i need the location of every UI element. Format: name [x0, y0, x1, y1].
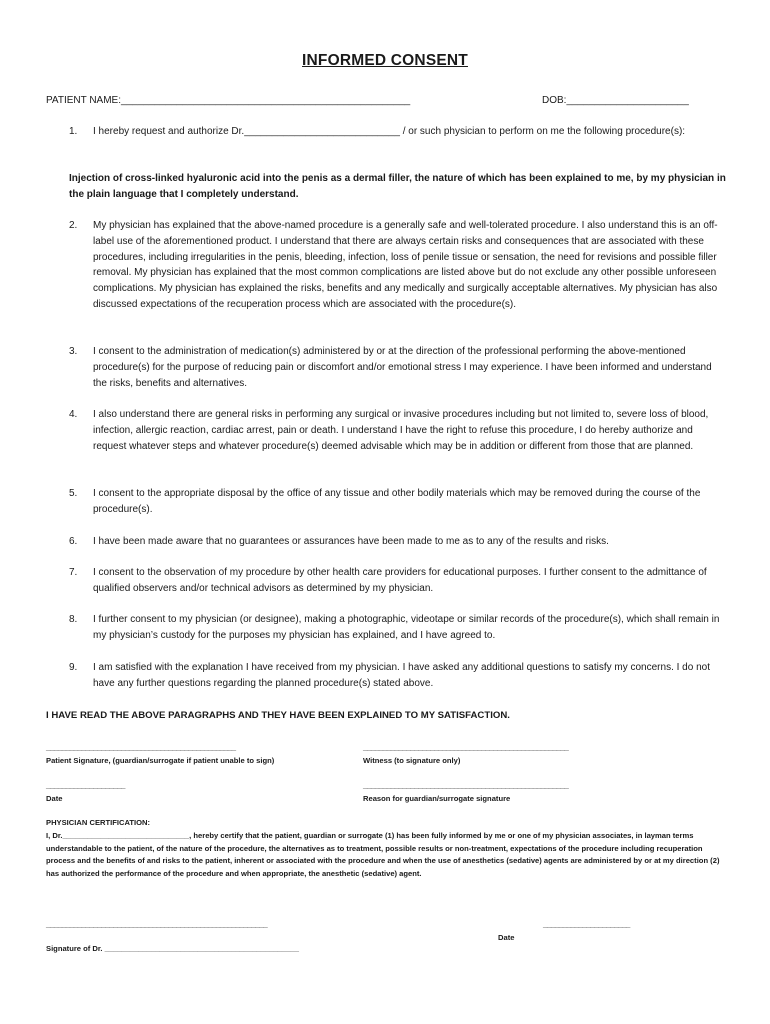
item-1-text: I hereby request and authorize Dr.____________________________ / or such physician to perform on me the following procedure(s):	[93, 126, 686, 137]
certification-text: I, Dr.______________________________, hereby certify that the patient, guardian or surrogate (1) has been fully informed by me or one of my physician associates, in layman terms understandable to the patient, of the nature of the procedure, the alternatives as to treatment, possible results or non-treatment, expectations of the procedure including recuperation process and the benefits of and risks to the patient, inherent or associated with the procedure and when the use of anesthetics (sedative) agents are administered by or at my direction (2) has authorized the performance of the procedure and when appropriate, the anesthetic (sedative) agent.	[46, 831, 720, 878]
item-2-text: My physician has explained that the above-named procedure is a generally safe and well-tolerated procedure. I also understand this is an off-label use of the aforementioned product. I understand that there are always certain risks and consequences that are associated with these procedures, including irregularities in the penis, bleeding, infection, loss of penile tissue or sensation, the need for revisions and possible filler removal. My physician has explained that the most common complications are listed above but do not exclude any other possible unforeseen complications. My physician has explained the risks, benefits and any medically and surgically acceptable alternatives. My physician has also discussed expectations of the recuperation process which are associated with the procedure(s).	[93, 220, 718, 310]
item-1-number: 1.	[69, 126, 78, 137]
certification-heading: PHYSICIAN CERTIFICATION:	[46, 818, 151, 827]
item-8-number: 8.	[69, 614, 78, 625]
item-9-text: I am satisfied with the explanation I have received from my physician. I have asked any additional questions to satisfy my concerns. I do not have any further questions regarding the planned procedure(s) stated above.	[93, 662, 710, 689]
procedure-description: Injection of cross-linked hyaluronic acid into the penis as a dermal filler, the nature of which has been explained to me, by my physician in the plain language that I completely understand.	[69, 173, 726, 200]
physician-date-line[interactable]: ______________________	[543, 920, 630, 929]
witness-signature-label: Witness (to signature only)	[363, 756, 461, 765]
item-2-number: 2.	[69, 220, 78, 231]
acknowledgement-statement: I HAVE READ THE ABOVE PARAGRAPHS AND THEY HAVE BEEN EXPLAINED TO MY SATISFACTION.	[46, 710, 510, 721]
item-4-number: 4.	[69, 409, 78, 420]
item-6-number: 6.	[69, 536, 78, 547]
patient-signature-label: Patient Signature, (guardian/surrogate if patient unable to sign)	[46, 756, 275, 765]
reason-label: Reason for guardian/surrogate signature	[363, 794, 511, 803]
dob-field[interactable]: DOB:______________________	[542, 95, 689, 106]
date-line[interactable]: ____________________	[46, 781, 125, 790]
item-5-number: 5.	[69, 488, 78, 499]
item-6-text: I have been made aware that no guarantees or assurances have been made to me as to any of the results and risks.	[93, 536, 609, 547]
document-title: INFORMED CONSENT	[302, 52, 468, 69]
patient-name-field[interactable]: PATIENT NAME:____________________________________________________	[46, 95, 411, 106]
item-4-text: I also understand there are general risks in performing any surgical or invasive procedures including but not limited to, severe loss of blood, infection, allergic reaction, cardiac arrest, pain or death. I understand I have the right to refuse this procedure, I do hereby authorize and request whatever steps and whatever procedure(s) deemed advisable which may be in addition or different from those that are planned.	[93, 409, 709, 452]
item-3-text: I consent to the administration of medication(s) administered by or at the direction of the professional performing the above-mentioned procedure(s) for the purpose of reducing pain or discomfort and/or emotional stress I may experience. I have been informed and understand the risks, benefits and alternatives.	[93, 346, 712, 389]
item-5-text: I consent to the appropriate disposal by the office of any tissue and other bodily materials which may be removed during the course of the procedure(s).	[93, 488, 701, 515]
item-8-text: I further consent to my physician (or designee), making a photographic, videotape or similar records of the procedure(s), which shall remain in my physician’s custody for the purposes my physician has explained, and I have agreed to.	[93, 614, 720, 641]
physician-signature-line[interactable]: ________________________________________________________	[46, 920, 268, 929]
reason-line[interactable]: ____________________________________________________	[363, 781, 569, 790]
item-7-text: I consent to the observation of my procedure by other health care providers for educational purposes. I further consent to the admittance of qualified observers and/or technical advisors as determined by my physician.	[93, 567, 707, 594]
patient-signature-line[interactable]: ________________________________________________	[46, 743, 236, 752]
witness-signature-line[interactable]: ____________________________________________________	[363, 743, 569, 752]
item-9-number: 9.	[69, 662, 78, 673]
item-3-number: 3.	[69, 346, 78, 357]
physician-date-label: Date	[498, 933, 515, 942]
date-label: Date	[46, 794, 63, 803]
physician-signature-label: Signature of Dr. ______________________________________________	[46, 944, 299, 953]
item-7-number: 7.	[69, 567, 78, 578]
